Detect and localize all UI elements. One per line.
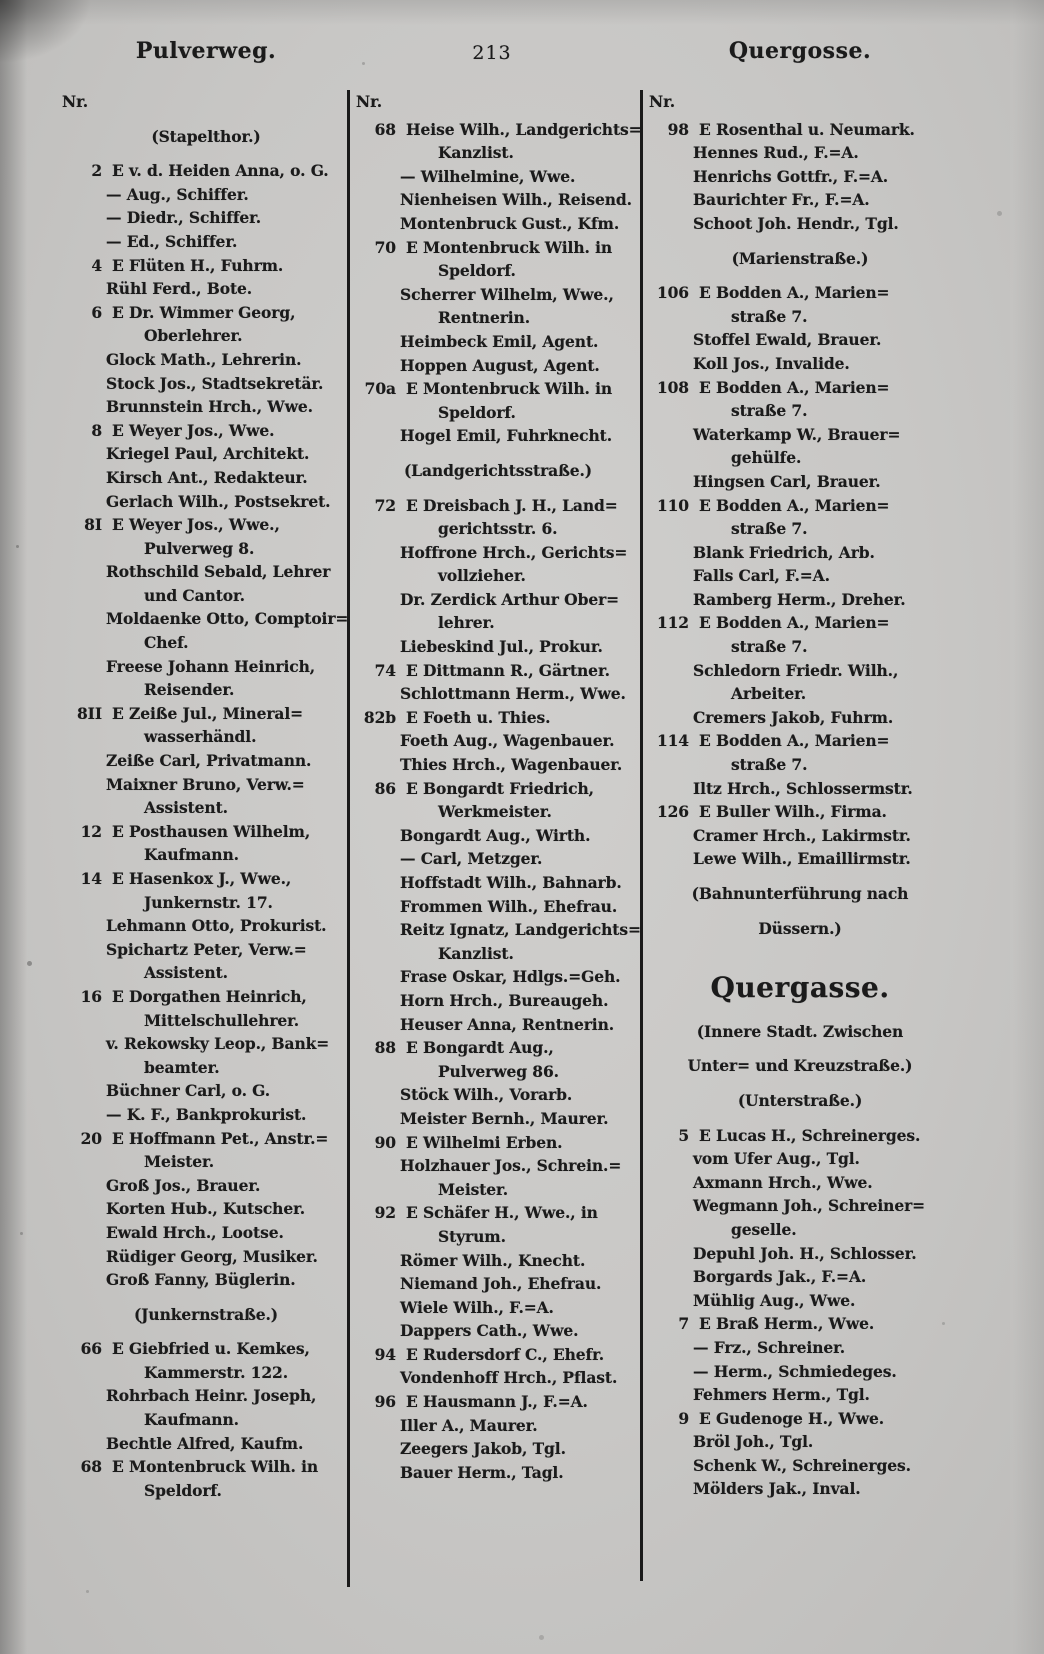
resident-line: — Herm., Schmiedeges.	[693, 1361, 897, 1381]
resident-line: Iller A., Maurer.	[400, 1415, 538, 1435]
house-number: 74	[374, 660, 396, 680]
house-number: 16	[80, 986, 102, 1006]
wrapped-line: Kanzlist.	[438, 943, 514, 963]
house-number: 20	[80, 1128, 102, 1148]
resident-line: Rohrbach Heinr. Joseph,	[106, 1386, 317, 1406]
resident-line: Glock Math., Lehrerin.	[106, 349, 302, 369]
wrapped-line: Rentnerin.	[438, 308, 531, 328]
address-entry	[62, 159, 350, 183]
entry-text: E Bodden A., Marien=	[699, 495, 890, 515]
entry-text: E Bodden A., Marien=	[699, 377, 890, 397]
entry-text: E Giebfried u. Kemkes,	[112, 1339, 310, 1359]
resident-line: Scherrer Wilhelm, Wwe.,	[400, 284, 614, 304]
resident-line: — Ed., Schiffer.	[106, 231, 238, 251]
running-header-left: Pulverweg.	[135, 38, 277, 64]
street-note: (Junkernstraße.)	[133, 1304, 279, 1324]
resident-line: Korten Hub., Kutscher.	[106, 1199, 306, 1219]
wrapped-line: straße 7.	[731, 519, 808, 539]
address-entry	[356, 377, 640, 401]
address-entry	[356, 777, 640, 801]
entry-text: E Dorgathen Heinrich,	[112, 986, 307, 1006]
wrapped-line: straße 7.	[731, 755, 808, 775]
resident-line: Foeth Aug., Wagenbauer.	[400, 731, 615, 751]
house-number: 106	[656, 283, 689, 303]
running-header-right: Quergosse.	[728, 38, 872, 64]
resident-line: Wiele Wilh., F.=A.	[400, 1297, 554, 1317]
resident-line: Maixner Bruno, Verw.=	[106, 774, 305, 794]
resident-line: Moldaenke Otto, Comptoir=	[106, 609, 349, 629]
resident-line: Cremers Jakob, Fuhrm.	[693, 707, 894, 727]
column-2	[356, 90, 640, 1484]
resident-line: Cramer Hrch., Lakirmstr.	[693, 825, 911, 845]
wrapped-line: Meister.	[438, 1179, 508, 1199]
resident-line: Lewe Wilh., Emaillirmstr.	[693, 849, 911, 869]
resident-line: Stöck Wilh., Vorarb.	[400, 1085, 573, 1105]
resident-line: — Frz., Schreiner.	[693, 1337, 846, 1357]
resident-line: Waterkamp W., Brauer=	[693, 424, 901, 444]
resident-line: Wegmann Joh., Schreiner=	[693, 1196, 926, 1216]
resident-line: Spichartz Peter, Verw.=	[106, 939, 307, 959]
entry-text: E Bodden A., Marien=	[699, 613, 890, 633]
resident-line: Vondenhoff Hrch., Pflast.	[400, 1368, 618, 1388]
entry-text: E Montenbruck Wilh. in	[112, 1457, 319, 1477]
entry-text: Heise Wilh., Landgerichts=	[406, 119, 642, 139]
house-number: 68	[374, 119, 396, 139]
resident-line: Mühlig Aug., Wwe.	[693, 1290, 856, 1310]
resident-line: — Aug., Schiffer.	[106, 184, 249, 204]
house-number: 94	[374, 1344, 396, 1364]
resident-line: vom Ufer Aug., Tgl.	[693, 1149, 860, 1169]
address-entry	[62, 985, 350, 1009]
address-entry	[62, 1337, 350, 1361]
resident-line: Hoffstadt Wilh., Bahnarb.	[400, 873, 622, 892]
wrapped-line: Speldorf.	[438, 261, 516, 281]
resident-line: v. Rekowsky Leop., Bank=	[106, 1034, 330, 1054]
wrapped-line: Arbeiter.	[731, 684, 807, 704]
resident-line: Stoffel Ewald, Brauer.	[693, 330, 882, 350]
resident-line: Iltz Hrch., Schlossermstr.	[693, 778, 913, 798]
entry-text: E Zeiße Jul., Mineral=	[112, 703, 304, 723]
resident-line: Blank Friedrich, Arb.	[693, 542, 875, 562]
house-number: 12	[80, 821, 102, 841]
house-number: 70	[374, 237, 396, 257]
entry-text: E v. d. Heiden Anna, o. G.	[112, 161, 329, 181]
house-number: 110	[656, 495, 689, 515]
wrapped-line: Kaufmann.	[144, 845, 239, 865]
address-entry	[649, 1312, 951, 1336]
resident-line: Schledorn Friedr. Wilh.,	[693, 660, 899, 680]
resident-line: Henrichs Gottfr., F.=A.	[693, 166, 889, 186]
column-3-rows	[649, 118, 951, 1501]
wrapped-line: Pulverweg 8.	[144, 538, 255, 558]
resident-line: Rüdiger Georg, Musiker.	[106, 1246, 318, 1266]
address-entry	[649, 376, 951, 400]
column-1	[62, 90, 350, 1502]
entry-text: E Weyer Jos., Wwe.,	[112, 515, 280, 535]
entry-text: E Wilhelmi Erben.	[406, 1132, 563, 1152]
resident-line: Schlottmann Herm., Wwe.	[400, 684, 626, 704]
address-entry	[356, 236, 640, 260]
address-entry	[62, 1127, 350, 1151]
entry-text: E Rudersdorf C., Ehefr.	[406, 1344, 605, 1364]
wrapped-line: Speldorf.	[438, 402, 516, 422]
entry-text: E Dreisbach J. H., Land=	[406, 495, 618, 515]
house-number: 8II	[77, 703, 102, 723]
resident-line: Stock Jos., Stadtsekretär.	[106, 373, 324, 393]
address-entry	[62, 1455, 350, 1479]
house-number: 68	[80, 1457, 102, 1477]
street-title: Quergasse.	[710, 971, 890, 1005]
resident-line: Nienheisen Wilh., Reisend.	[400, 190, 632, 210]
resident-line: Schenk W., Schreinerges.	[693, 1455, 911, 1475]
entry-text: E Hausmann J., F.=A.	[406, 1392, 588, 1412]
resident-line: Heuser Anna, Rentnerin.	[400, 1014, 615, 1034]
resident-line: Hoffrone Hrch., Gerichts=	[400, 542, 628, 562]
entry-text: E Rosenthal u. Neumark.	[699, 119, 915, 139]
entry-text: E Gudenoge H., Wwe.	[699, 1408, 885, 1428]
wrapped-line: beamter.	[144, 1057, 220, 1077]
wrapped-line: Kammerstr. 122.	[144, 1362, 289, 1382]
wrapped-line: straße 7.	[731, 401, 808, 421]
entry-text: E Bongardt Friedrich,	[406, 778, 594, 798]
resident-line: Gerlach Wilh., Postsekret.	[106, 491, 331, 511]
resident-line: Dr. Zerdick Arthur Ober=	[400, 589, 620, 609]
wrapped-line: wasserhändl.	[144, 727, 257, 747]
address-entry	[62, 301, 350, 325]
wrapped-line: geselle.	[731, 1219, 797, 1239]
resident-line: — Diedr., Schiffer.	[106, 208, 262, 228]
wrapped-line: Werkmeister.	[438, 802, 552, 822]
entry-text: E Posthausen Wilhelm,	[112, 821, 311, 841]
wrapped-line: Oberlehrer.	[144, 326, 243, 346]
wrapped-line: Kanzlist.	[438, 143, 514, 163]
resident-line: — Wilhelmine, Wwe.	[400, 166, 576, 186]
resident-line: Dappers Cath., Wwe.	[400, 1321, 579, 1341]
resident-line: Fehmers Herm., Tgl.	[693, 1385, 870, 1405]
wrapped-line: Chef.	[144, 633, 189, 653]
entry-text: E Dr. Wimmer Georg,	[112, 302, 296, 322]
address-entry	[649, 800, 951, 824]
street-note: Düssern.)	[758, 918, 842, 938]
address-entry	[62, 867, 350, 891]
entry-text: E Montenbruck Wilh. in	[406, 379, 613, 399]
scan-noise	[0, 0, 3, 3]
address-entry	[356, 1390, 640, 1414]
entry-text: E Bodden A., Marien=	[699, 283, 890, 303]
entry-text: E Hasenkox J., Wwe.,	[112, 869, 292, 888]
address-entry	[356, 1201, 640, 1225]
address-entry	[649, 729, 951, 753]
resident-line: Kriegel Paul, Architekt.	[106, 444, 310, 464]
house-number: 112	[656, 613, 689, 633]
wrapped-line: straße 7.	[731, 306, 808, 326]
resident-line: Freese Johann Heinrich,	[106, 656, 316, 676]
resident-line: Brunnstein Hrch., Wwe.	[106, 397, 313, 417]
resident-line: Bröl Joh., Tgl.	[693, 1432, 814, 1452]
resident-line: Bauer Herm., Tagl.	[400, 1462, 564, 1482]
resident-line: Holzhauer Jos., Schrein.=	[400, 1156, 622, 1176]
nr-label: Nr.	[62, 92, 89, 111]
wrapped-line: Styrum.	[438, 1226, 506, 1246]
wrapped-line: Assistent.	[144, 963, 228, 983]
resident-line: Ewald Hrch., Lootse.	[106, 1222, 284, 1242]
house-number: 70a	[364, 379, 396, 399]
wrapped-line: Junkernstr. 17.	[144, 892, 273, 912]
resident-line: Bechtle Alfred, Kaufm.	[106, 1433, 304, 1453]
house-number: 6	[91, 302, 102, 322]
house-number: 8	[91, 420, 102, 440]
resident-line: Falls Carl, F.=A.	[693, 566, 830, 586]
street-note: (Landgerichtsstraße.)	[403, 460, 593, 480]
house-number: 8I	[84, 515, 102, 535]
resident-line: Niemand Joh., Ehefrau.	[400, 1274, 602, 1294]
resident-line: Mölders Jak., Inval.	[693, 1479, 861, 1499]
resident-line: Liebeskind Jul., Prokur.	[400, 637, 603, 657]
wrapped-line: gehülfe.	[731, 448, 802, 468]
address-entry	[356, 1343, 640, 1367]
entry-text: E Hoffmann Pet., Anstr.=	[112, 1128, 329, 1148]
address-entry	[62, 820, 350, 844]
resident-line: Baurichter Fr., F.=A.	[693, 190, 870, 210]
house-number: 72	[374, 495, 396, 515]
resident-line: Hennes Rud., F.=A.	[693, 143, 859, 163]
house-number: 88	[374, 1038, 396, 1058]
address-entry	[356, 1036, 640, 1060]
resident-line: Hingsen Carl, Brauer.	[693, 471, 881, 491]
resident-line: Borgards Jak., F.=A.	[693, 1267, 867, 1287]
wrapped-line: und Cantor.	[144, 585, 245, 605]
column-1-rows	[62, 125, 350, 1503]
address-entry	[356, 706, 640, 730]
entry-text: E Buller Wilh., Firma.	[699, 802, 887, 822]
address-entry	[356, 1131, 640, 1155]
column-3	[649, 90, 951, 1501]
entry-text: E Schäfer H., Wwe., in	[406, 1203, 598, 1223]
wrapped-line: gerichtsstr. 6.	[438, 519, 558, 539]
house-number: 108	[656, 377, 689, 397]
resident-line: — Carl, Metzger.	[400, 849, 543, 869]
column-2-rows	[356, 118, 640, 1485]
resident-line: Rothschild Sebald, Lehrer	[106, 562, 331, 582]
street-note: (Bahnunterführung nach	[691, 884, 909, 903]
house-number: 90	[374, 1132, 396, 1152]
entry-text: E Foeth u. Thies.	[406, 707, 551, 727]
resident-line: Reitz Ignatz, Landgerichts=	[400, 920, 641, 940]
entry-text: E Braß Herm., Wwe.	[699, 1314, 875, 1334]
house-number: 98	[667, 119, 689, 139]
resident-line: Groß Jos., Brauer.	[106, 1175, 261, 1195]
address-entry	[649, 494, 951, 518]
address-entry	[649, 1407, 951, 1431]
address-entry	[356, 659, 640, 683]
wrapped-line: Reisender.	[144, 680, 235, 700]
wrapped-line: Mittelschullehrer.	[144, 1010, 300, 1030]
resident-line: Heimbeck Emil, Agent.	[400, 331, 599, 351]
house-number: 7	[678, 1314, 689, 1334]
house-number: 114	[656, 731, 689, 751]
address-entry	[356, 118, 640, 142]
resident-line: Lehmann Otto, Prokurist.	[106, 916, 327, 936]
house-number: 14	[80, 869, 102, 888]
wrapped-line: Assistent.	[144, 798, 228, 818]
house-number: 5	[678, 1125, 689, 1145]
house-number: 96	[374, 1392, 396, 1412]
entry-text: E Dittmann R., Gärtner.	[406, 660, 610, 680]
street-note: (Innere Stadt. Zwischen	[696, 1021, 904, 1041]
resident-line: Hoppen August, Agent.	[400, 355, 600, 375]
wrapped-line: Speldorf.	[144, 1480, 222, 1500]
resident-line: Axmann Hrch., Wwe.	[693, 1172, 873, 1192]
resident-line: Hogel Emil, Fuhrknecht.	[400, 426, 613, 446]
resident-line: Thies Hrch., Wagenbauer.	[400, 755, 623, 775]
entry-text: E Bongardt Aug.,	[406, 1038, 554, 1058]
wrapped-line: straße 7.	[731, 637, 808, 657]
house-number: 4	[91, 255, 102, 275]
resident-line: Koll Jos., Invalide.	[693, 353, 850, 373]
street-note: (Stapelthor.)	[151, 126, 261, 146]
column-divider-2	[640, 90, 643, 1581]
address-entry	[62, 419, 350, 443]
resident-line: — K. F., Bankprokurist.	[106, 1104, 307, 1124]
wrapped-line: lehrer.	[438, 613, 495, 633]
resident-line: Rühl Ferd., Bote.	[106, 279, 253, 299]
resident-line: Depuhl Joh. H., Schlosser.	[693, 1243, 917, 1263]
house-number: 126	[656, 802, 689, 822]
entry-text: E Weyer Jos., Wwe.	[112, 420, 275, 440]
address-entry	[649, 281, 951, 305]
resident-line: Frommen Wilh., Ehefrau.	[400, 896, 618, 916]
resident-line: Horn Hrch., Bureaugeh.	[400, 990, 609, 1010]
address-entry	[62, 702, 350, 726]
house-number: 66	[80, 1339, 102, 1359]
house-number: 82b	[363, 707, 396, 727]
entry-text: E Montenbruck Wilh. in	[406, 237, 613, 257]
resident-line: Ramberg Herm., Dreher.	[693, 589, 906, 609]
resident-line: Römer Wilh., Knecht.	[400, 1250, 586, 1270]
street-note: (Marienstraße.)	[731, 248, 869, 268]
house-number: 86	[374, 778, 396, 798]
wrapped-line: Pulverweg 86.	[438, 1061, 559, 1081]
entry-text: E Flüten H., Fuhrm.	[112, 255, 284, 275]
street-note: Unter= und Kreuzstraße.)	[687, 1056, 913, 1076]
resident-line: Bongardt Aug., Wirth.	[400, 825, 591, 845]
address-entry	[649, 1124, 951, 1148]
resident-line: Büchner Carl, o. G.	[106, 1081, 271, 1101]
resident-line: Schoot Joh. Hendr., Tgl.	[693, 213, 899, 233]
house-number: 92	[374, 1203, 396, 1223]
resident-line: Groß Fanny, Büglerin.	[106, 1270, 296, 1290]
address-entry	[356, 494, 640, 518]
nr-label: Nr.	[356, 92, 383, 111]
address-entry	[649, 611, 951, 635]
house-number: 2	[91, 161, 102, 181]
address-entry	[62, 513, 350, 537]
resident-line: Kirsch Ant., Redakteur.	[106, 467, 308, 487]
entry-text: E Lucas H., Schreinerges.	[699, 1125, 921, 1145]
wrapped-line: vollzieher.	[438, 566, 526, 586]
address-entry	[649, 118, 951, 142]
resident-line: Zeiße Carl, Privatmann.	[106, 751, 312, 771]
resident-line: Montenbruck Gust., Kfm.	[400, 213, 620, 233]
entry-text: E Bodden A., Marien=	[699, 731, 890, 751]
resident-line: Frase Oskar, Hdlgs.=Geh.	[400, 967, 621, 987]
nr-label: Nr.	[649, 92, 676, 111]
wrapped-line: Meister.	[144, 1152, 214, 1172]
street-note: (Unterstraße.)	[737, 1090, 863, 1110]
resident-line: Zeegers Jakob, Tgl.	[400, 1439, 566, 1459]
page-number: 213	[472, 42, 512, 64]
address-entry	[62, 254, 350, 278]
wrapped-line: Kaufmann.	[144, 1410, 239, 1430]
house-number: 9	[678, 1408, 689, 1428]
resident-line: Meister Bernh., Maurer.	[400, 1108, 609, 1128]
